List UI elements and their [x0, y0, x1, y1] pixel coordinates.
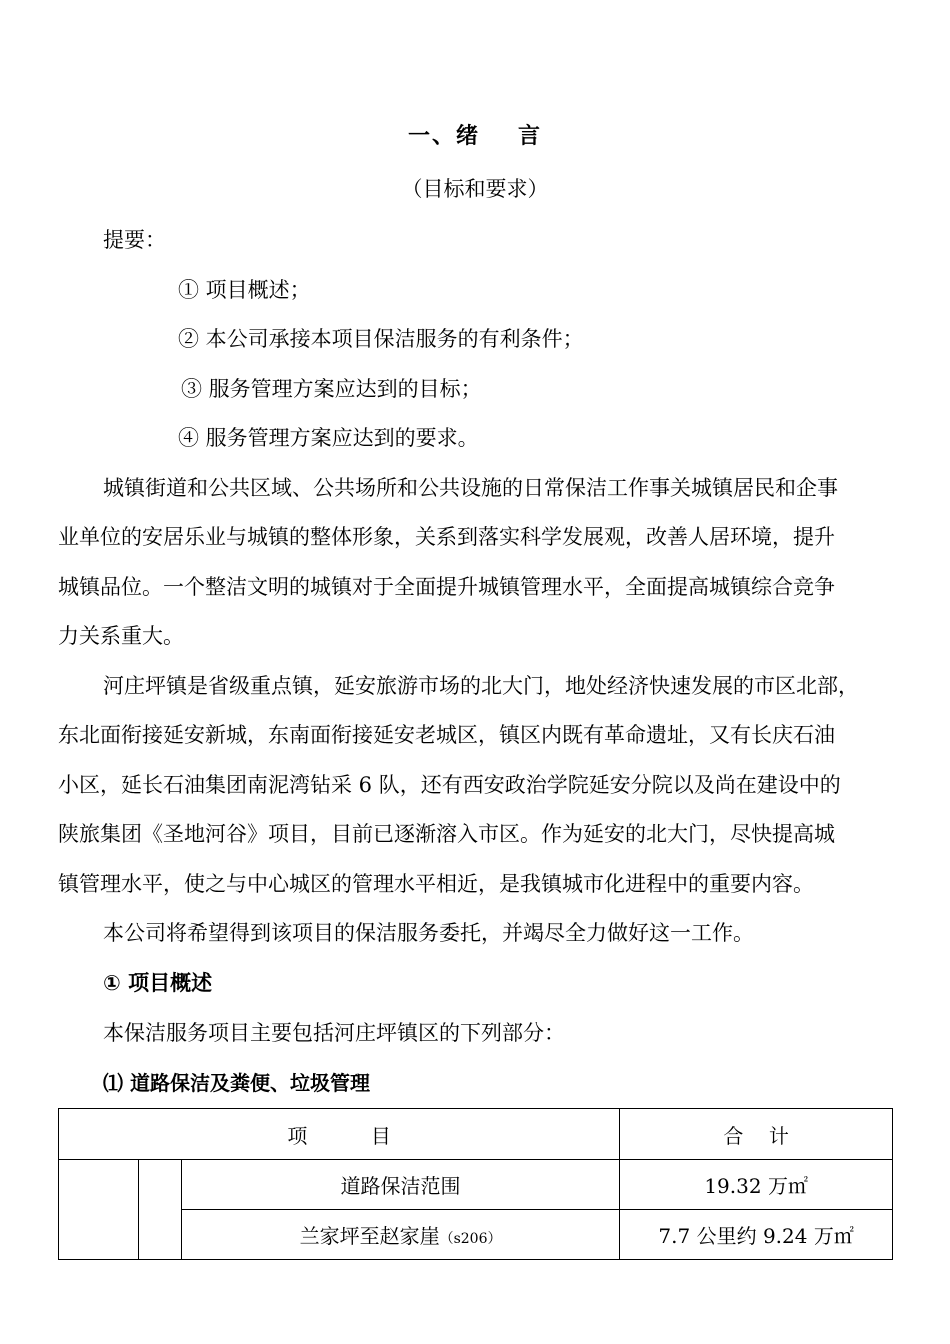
paragraph-1-line-2: 业单位的安居乐业与城镇的整体形象，关系到落实科学发展观，改善人居环境，提升 [58, 525, 835, 549]
summary-item-2: ② 本公司承接本项目保洁服务的有利条件； [178, 327, 584, 351]
row-total-cell [620, 1160, 893, 1210]
row-item-label: 道路保洁范围 [340, 1174, 461, 1198]
row-item-note: （s206） [439, 1231, 502, 1247]
row-item-cell [181, 1160, 619, 1210]
overview-intro: 本保洁服务项目主要包括河庄坪镇区的下列部分： [103, 1021, 565, 1045]
section-title [0, 124, 950, 150]
overview-subheading: ⑴ 道路保洁及粪便、垃圾管理 [103, 1071, 370, 1095]
header-item-cell [59, 1109, 620, 1160]
summary-label: 提要： [103, 228, 166, 252]
section-title-part2: 言 [518, 124, 543, 149]
section-title-part1: 一、绪 [407, 124, 480, 149]
section-subtitle: （目标和要求） [401, 177, 549, 201]
summary-item-3: ③ 服务管理方案应达到的目标； [181, 377, 482, 401]
table-row [59, 1210, 893, 1260]
table-row [59, 1160, 893, 1210]
paragraph-2-line-1: 河庄坪镇是省级重点镇，延安旅游市场的北大门，地处经济快速发展的市区北部， [103, 674, 859, 698]
merged-cell-2 [138, 1160, 181, 1260]
summary-item-4: ④ 服务管理方案应达到的要求。 [178, 426, 479, 450]
paragraph-1-line-1: 城镇街道和公共区域、公共场所和公共设施的日常保洁工作事关城镇居民和企事 [103, 476, 838, 500]
items-table [58, 1108, 893, 1260]
summary-item-1: ① 项目概述； [178, 278, 311, 302]
paragraph-1-line-4: 力关系重大。 [58, 624, 184, 648]
merged-cell-1 [59, 1160, 139, 1260]
header-total-cell [620, 1109, 893, 1160]
paragraph-2-line-5: 镇管理水平，使之与中心城区的管理水平相近，是我镇城市化进程中的重要内容。 [58, 872, 814, 896]
row-item-label: 兰家坪至赵家崖 [299, 1224, 440, 1248]
paragraph-2-line-4: 陕旅集团《圣地河谷》项目，目前已逐渐溶入市区。作为延安的北大门，尽快提高城 [58, 822, 835, 846]
header-total-label: 合 计 [723, 1123, 789, 1148]
paragraph-2-line-3: 小区，延长石油集团南泥湾钻采 6 队，还有西安政治学院延安分院以及尚在建设中的 [58, 773, 841, 797]
paragraph-1-line-3: 城镇品位。一个整洁文明的城镇对于全面提升城镇管理水平，全面提高城镇综合竞争 [58, 575, 835, 599]
paragraph-2-line-2: 东北面衔接延安新城，东南面衔接延安老城区，镇区内既有革命遗址，又有长庆石油 [58, 723, 835, 747]
header-item-label: 项 目 [287, 1123, 391, 1148]
overview-heading: ① 项目概述 [103, 971, 213, 995]
paragraph-3: 本公司将希望得到该项目的保洁服务委托，并竭尽全力做好这一工作。 [103, 921, 754, 945]
row-total-value: 19.32 万㎡ [704, 1174, 808, 1198]
row-total-value: 7.7 公里约 9.24 万㎡ [658, 1224, 854, 1248]
row-total-cell [620, 1210, 893, 1260]
row-item-cell [181, 1210, 619, 1260]
table-header-row [59, 1109, 893, 1160]
